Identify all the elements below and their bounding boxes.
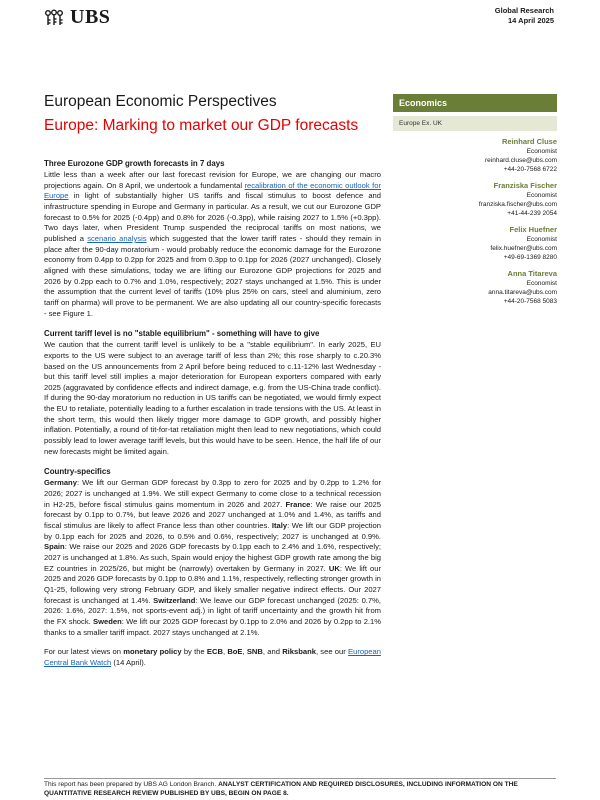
footer-bold-text: ANALYST CERTIFICATION AND REQUIRED DISCLOSURES, INCLUDING INFORMATION ON THE QUANTITATIVE RESEARCH REVIEW PUBLISHED BY UBS, BEGIN ON PAGE 8. [44, 781, 518, 797]
section-heading: Current tariff level is no "stable equilibrium" - something will have to give [44, 329, 320, 339]
country-label: France [285, 499, 311, 509]
body-text: : We lift our 2025 and 2026 GDP forecasts by 0.1pp to 0.8% and 1.1%, respectively, reflecting stronger growth in Q1-25, following very strong February GDP, and likely smaller negative indirect effects. Our 2027 forecast is unchanged at 1.4%. [44, 563, 381, 605]
author-role: Economist [526, 192, 557, 199]
brand-name: UBS [70, 6, 111, 28]
author-role: Economist [526, 236, 557, 243]
author-name: Felix Huefner [509, 225, 557, 234]
author-phone: +44-20-7568 6722 [503, 166, 557, 173]
body-text: Little less than a week after our last forecast revision for Europe, we are changing our macro projections again. On 8 April, we undertook a fundamental [44, 170, 381, 190]
author-phone: +41-44-239 2054 [507, 210, 557, 217]
body-text: by the [181, 647, 207, 657]
author-email[interactable]: reinhard.cluse@ubs.com [485, 157, 557, 164]
body-text: , [242, 647, 247, 657]
body-text: : We lift our German GDP forecast by 0.3pp to zero for 2025 and by 0.2pp to 1.2% for 2026; 2027 is unchanged at 1.9%. We still expect Germany to come close to a technical recession in H2-25, before fiscal stimulus gains momentum in 2026 and 2027. [44, 478, 381, 509]
body-text: , see our [315, 647, 349, 657]
author-list [397, 137, 557, 313]
ecb-watch-link[interactable]: European Central Bank Watch [44, 647, 381, 667]
body-text: in light of substantially higher US tariffs and fiscal stimulus to boost defence and infrastructure spending in Europe and Germany in particular. As a result, we cut our Eurozone GDP forecast to 0.5% for 2025 (-0.4pp) and 0.8% for 2026 (-0.3pp), while raising 2027 to 1.5% (+0.3pp). Two days later, when President Trump suspended the reciprocal tariffs on most nations, we published a [44, 191, 381, 243]
section-paragraph [44, 170, 381, 319]
bold-term: monetary policy [123, 647, 182, 657]
author-card [397, 269, 557, 306]
footer-divider [44, 778, 556, 779]
author-phone: +49-69-1369 8280 [503, 254, 557, 261]
author-role: Economist [526, 280, 557, 287]
body-text: For our latest views on [44, 647, 124, 657]
country-label: Italy [271, 521, 288, 531]
report-date: 14 April 2025 [508, 16, 554, 25]
section-heading: Country-specifics [44, 467, 111, 477]
author-email[interactable]: anna.titareva@ubs.com [488, 289, 557, 296]
report-body [44, 158, 381, 678]
disclosure-footer [44, 781, 564, 798]
body-text: : We raise our 2025 and 2026 GDP forecasts by 0.1pp each to 2.4% and 1.6%, respectively; 2027 is unchanged at 1.8%. As such, Spain would enjoy the highest GDP growth rate among the big EZ countries in 2025/26, but might be (narrowly) overtaken by Germany in 2027. [44, 542, 381, 573]
page-subtitle: Europe: Marking to market our GDP forecasts [44, 117, 359, 134]
body-text: , [222, 647, 228, 657]
bold-term: BoE [227, 647, 243, 657]
region-banner: Europe Ex. UK [393, 116, 557, 131]
scenario-analysis-link[interactable]: scenario analysis [87, 233, 147, 243]
body-text: : We lift our GDP projection by 0.1pp each for 2025 and 2026, to 0.5% and 0.6%, respectively; 2027 is unchanged at 0.9%. [44, 521, 381, 541]
author-card [397, 181, 557, 218]
body-text: : We lift our 2025 GDP forecast by 0.1pp to 2.0% and 2026 by 0.2pp to 2.1% thanks to a smaller tariff impact. 2027 stays unchanged at 2.1%. [44, 616, 381, 637]
body-text: which suggested that the lower tariff rates - should they remain in place after the 90-day moratorium - would probably reduce the economic damage for the Eurozone economy from 0.4pp to 0.2pp for 2025 and from 0.3pp to 0.1pp for 2026 (2027 unchanged). Closely aligned with these simulations, today we are lifting our Eurozone GDP projections for 2025 and 2026 by 0.2pp each to 0.7% and 1.0%, respectively; 2027 stays unchanged at 1.5%. This is under the assumption that the current level of tariffs (10% plus 25% on cars, steel and aluminium, zero tariff on pharma) will prove to be permanent. We are also updating all our country-specific forecasts - see Figure 1. [44, 233, 381, 318]
ubs-logo [44, 6, 110, 29]
author-name: Anna Titareva [507, 269, 557, 278]
body-text: : We leave our GDP forecast unchanged (2025: 0.7%, 2026: 1.6%, 2027: 1.5%, not sports-event adj.) in light of tariff uncertainty and the growth hit from the FX shock. [44, 595, 381, 626]
bold-term: Riksbank [282, 647, 316, 657]
author-card [397, 137, 557, 174]
author-name: Reinhard Cluse [501, 137, 557, 146]
country-label: Germany [44, 478, 77, 488]
author-email[interactable]: franziska.fischer@ubs.com [478, 201, 557, 208]
country-label: UK [328, 563, 340, 573]
bold-term: ECB [206, 647, 223, 657]
body-text: , and [262, 647, 283, 657]
country-label: Switzerland [153, 595, 196, 605]
body-text: (14 April). [111, 657, 146, 667]
bold-term: SNB [246, 647, 263, 657]
section-paragraph [44, 478, 381, 638]
body-text: : We raise our 2025 forecast by 0.1pp to 0.7%, but leave 2026 and 2027 unchanged at 1.0% and 1.4%, as tariffs and fiscal stimulus are likely to affect France less than other countries. [44, 499, 382, 531]
country-label: Sweden [93, 616, 122, 626]
author-card [397, 225, 557, 262]
author-email[interactable]: felix.huefner@ubs.com [490, 245, 557, 252]
page-title: European Economic Perspectives [44, 93, 277, 110]
closing-paragraph [44, 647, 381, 668]
section-heading: Three Eurozone GDP growth forecasts in 7 days [44, 159, 225, 168]
section-paragraph: We caution that the current tariff level is unlikely to be a "stable equilibrium". In early 2025, EU exports to the US were subject to an average tariff of less than 2%; this rose sharply to c.20.3% based on the US announcements from 2 April before being reduced to c.11-12% last Wednesday - but this tariff level still implies a major deterioration for European exporters compared with early 2025 (aggravated by confidence effects and indirect damage, e.g. from the US-China trade conflict). If during the 90-day moratorium no reduction in US tariffs can be negotiated, we would firmly expect the EU to retaliate, potentially leading to a further escalation in trade tensions with the US. At least in the short term, this would then likely trigger more damage to GDP growth, and possibly higher inflation. Potentially, a round of tit-for-tat retaliation might then lead to new negotiations, which could possibly lead to lower average tariff levels, but this would have to be seen. Hence, the half life of our new forecasts might be limited again. [44, 340, 381, 456]
report-header [495, 6, 554, 26]
ubs-keys-icon [44, 9, 64, 27]
country-label: Spain [44, 542, 65, 552]
author-phone: +44-20-7568 5083 [503, 298, 557, 305]
recalibration-link[interactable]: recalibration of the economic outlook for Europe [44, 180, 381, 201]
category-banner: Economics [393, 94, 557, 112]
author-role: Economist [526, 148, 557, 155]
footer-text: This report has been prepared by UBS AG London Branch. [44, 781, 219, 788]
doc-type: Global Research [494, 6, 554, 15]
author-name: Franziska Fischer [493, 181, 557, 190]
